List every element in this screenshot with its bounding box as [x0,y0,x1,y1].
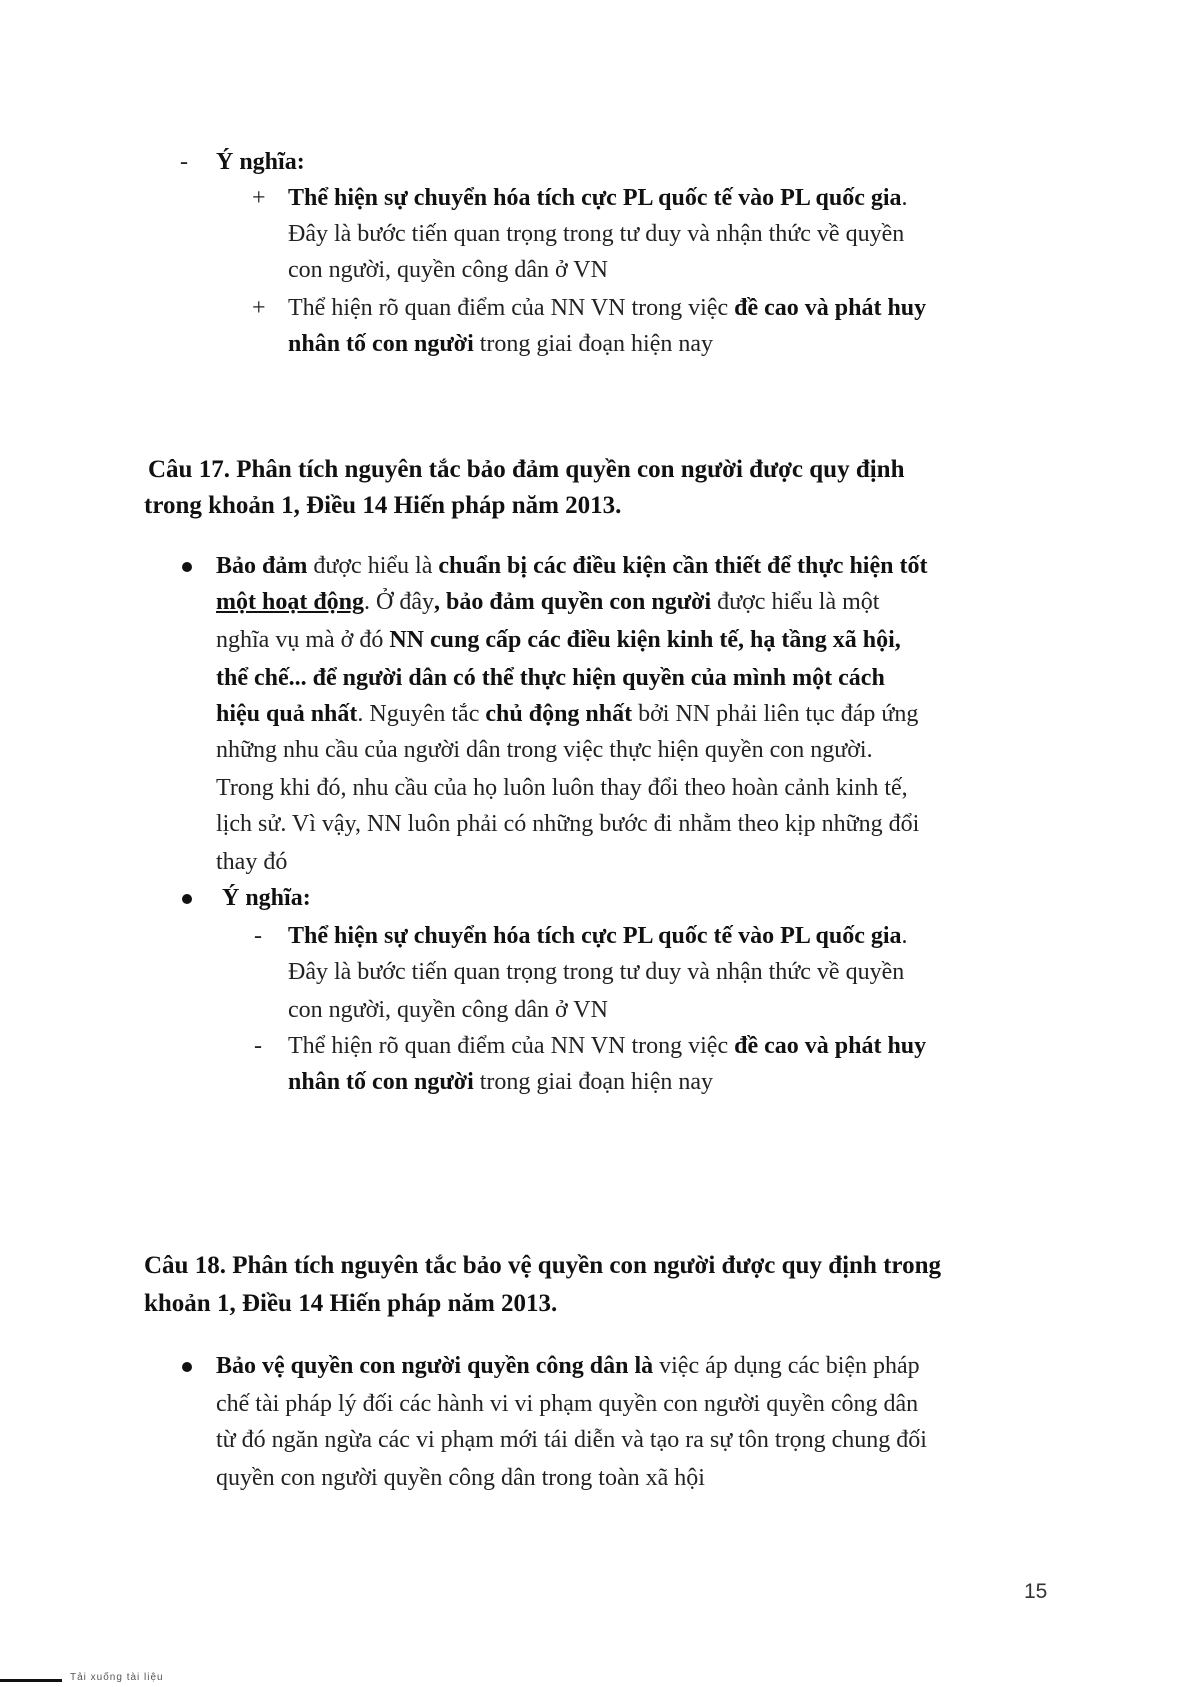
bold-text: NN cung cấp các điều kiện kinh tế, hạ tầng xã hội, [389,627,901,653]
question-heading: Câu 18. Phân tích nguyên tắc bảo vệ quyền con người được quy định trong [144,1252,941,1279]
section-title: Ý nghĩa: [216,149,305,175]
text: nghĩa vụ mà ở đó [216,627,390,653]
bold-text: nhân tố con người [288,331,474,357]
text: được hiểu là một [711,589,880,615]
paragraph-line [216,622,901,658]
section-title: Ý nghĩa: [222,885,311,911]
bold-text: đề cao và phát huy [734,1033,927,1059]
question-heading: khoản 1, Điều 14 Hiến pháp năm 2013. [144,1290,558,1317]
paragraph-line: thay đó [216,849,288,875]
question-heading: trong khoản 1, Điều 14 Hiến pháp năm 2013. [144,492,622,519]
dash-marker: - [254,923,262,949]
bold-text: chủ động nhất [485,701,633,727]
paragraph-line: những nhu cầu của người dân trong việc thực hiện quyền con người. [216,737,873,763]
bold-text: , bảo đảm quyền con người [434,589,712,615]
paragraph-line: Đây là bước tiến quan trọng trong tư duy và nhận thức về quyền [288,221,905,247]
paragraph-line [288,1028,926,1064]
paragraph-line: thể chế... để người dân có thể thực hiện quyền của mình một cách [216,665,885,691]
paragraph-line [216,696,918,732]
paragraph-line: từ đó ngăn ngừa các vi phạm mới tái diễn và tạo ra sự tôn trọng chung đối [216,1427,927,1453]
paragraph-line: con người, quyền công dân ở VN [288,997,608,1023]
text: . Nguyên tắc [357,701,486,727]
plus-marker: + [252,295,266,321]
bold-text: đề cao và phát huy [734,295,927,321]
text: . [901,923,908,949]
bullet-dot [182,1362,192,1372]
bold-text: Bảo đảm [216,553,308,579]
bold-text: Thể hiện sự chuyển hóa tích cực PL quốc tế vào PL quốc gia [288,185,902,211]
text: trong giai đoạn hiện nay [473,331,714,357]
dash-marker: - [180,149,188,175]
paragraph-line [216,548,927,584]
paragraph-line: Đây là bước tiến quan trọng trong tư duy và nhận thức về quyền [288,959,905,985]
text: được hiểu là [307,553,439,579]
page-number: 15 [1024,1580,1048,1603]
paragraph-line: Trong khi đó, nhu cầu của họ luôn luôn thay đổi theo hoàn cảnh kinh tế, [216,775,908,801]
text: . Ở đây [364,589,435,615]
paragraph-line [288,1064,713,1100]
bold-text: một hoạt động [216,589,365,615]
paragraph-line: quyền con người quyền công dân trong toàn xã hội [216,1465,705,1491]
paragraph-line [288,180,908,216]
paragraph-line: con người, quyền công dân ở VN [288,257,608,283]
paragraph-line [216,584,879,620]
bold-text: nhân tố con người [288,1069,474,1095]
text: Thể hiện rõ quan điểm của NN VN trong việc [288,1033,735,1059]
footer-bar [0,1679,62,1682]
dash-marker: - [254,1033,262,1059]
text: bởi NN phải liên tục đáp ứng [632,701,919,727]
bold-text: Bảo vệ quyền con người quyền công dân là [216,1353,654,1379]
bullet-dot [182,894,192,904]
paragraph-line: lịch sử. Vì vậy, NN luôn phải có những bước đi nhằm theo kịp những đổi [216,811,920,837]
paragraph-line [288,290,926,326]
text: . [901,185,908,211]
paragraph-line [288,918,908,954]
text: việc áp dụng các biện pháp [653,1353,920,1379]
paragraph-line [288,326,713,362]
paragraph-line [216,1348,920,1384]
question-heading: Câu 17. Phân tích nguyên tắc bảo đảm quyền con người được quy định [148,456,905,483]
bold-text: hiệu quả nhất [216,701,358,727]
bold-text: chuẩn bị các điều kiện cần thiết để thực hiện tốt [438,553,928,579]
plus-marker: + [252,185,266,211]
footer-text[interactable]: Tải xuống tài liệu [70,1672,164,1683]
text: trong giai đoạn hiện nay [473,1069,714,1095]
bold-text: Thể hiện sự chuyển hóa tích cực PL quốc tế vào PL quốc gia [288,923,902,949]
text: Thể hiện rõ quan điểm của NN VN trong việc [288,295,735,321]
bullet-dot [182,562,192,572]
paragraph-line: chế tài pháp lý đối các hành vi vi phạm quyền con người quyền công dân [216,1391,919,1417]
